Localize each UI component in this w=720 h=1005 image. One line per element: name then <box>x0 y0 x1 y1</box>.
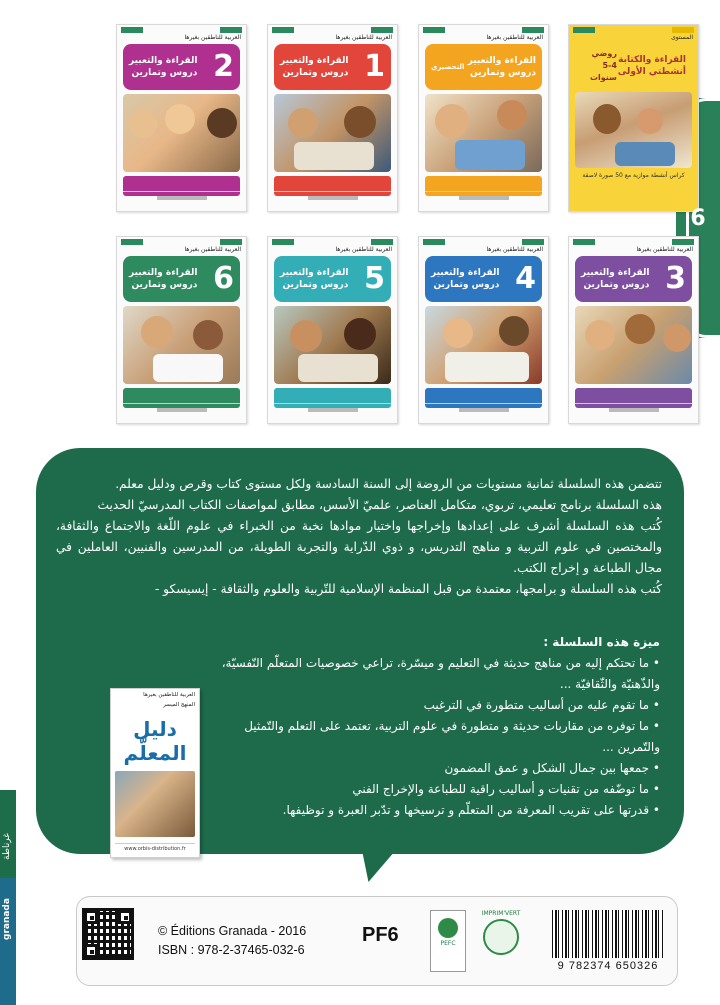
book-photo <box>123 306 240 384</box>
guide-footer: www.orbis-distribution.fr <box>115 843 195 852</box>
book-footer <box>425 191 542 205</box>
book-number: 5 <box>364 261 385 296</box>
description-paragraph: تتضمن هذه السلسلة ثمانية مستويات من الروضة إلى السنة السادسة ولكل مستوى كتاب وقرص ودليل معلم. <box>115 477 662 491</box>
leaf-icon <box>483 919 519 955</box>
qr-code-icon[interactable] <box>82 908 134 960</box>
book-footer <box>274 403 391 417</box>
teacher-guide-cover[interactable] <box>110 688 200 858</box>
book-banner <box>123 44 240 90</box>
barcode-number: 9 782374 650326 <box>557 960 659 972</box>
book-note: كراس أنشطة موازية مع 50 صورة لاصقة <box>582 172 685 179</box>
feature-item: • ما تقوم عليه من أساليب متطورة في الترغيب <box>210 695 660 716</box>
book-subtitle: دروس وتمارين <box>433 280 500 290</box>
barcode <box>552 910 664 958</box>
book-banner <box>575 256 692 302</box>
book-top-strip <box>569 237 698 245</box>
book-photo <box>425 94 542 172</box>
book-photo <box>575 306 692 384</box>
book-banner-titles <box>129 55 197 79</box>
features-section <box>210 632 660 821</box>
feature-item: • ما توضّفه من تقنيات و أساليب راقية للطباعة والإخراج الفني <box>210 779 660 800</box>
book-cover-preschool[interactable] <box>568 24 699 212</box>
book-series: العربية للناطقين بغيرها <box>636 246 693 253</box>
pefc-label: PEFC <box>440 940 456 947</box>
book-title: القراءة والتعبير <box>280 56 349 66</box>
book-banner-titles <box>468 55 536 79</box>
book-subtitle: دروس وتمارين <box>282 68 349 78</box>
book-footer <box>425 403 542 417</box>
book-series: العربية للناطقين بغيرها <box>335 34 392 41</box>
copyright-block <box>158 922 306 960</box>
features-list <box>210 653 660 821</box>
book-title: القراءة والتعبير <box>280 268 349 278</box>
book-number: 1 <box>364 49 385 84</box>
book-cover-level-3[interactable] <box>568 236 699 424</box>
book-title: القراءة والكتابة أنشطتي الأولى <box>617 55 686 77</box>
book-title: القراءة والتعبير <box>431 268 500 278</box>
level-number: 6 <box>690 205 706 231</box>
description-paragraph: كُتب هذه السلسلة أشرف على إعدادها وإخراجها واختيار موادها نخبة من الخبراء في علوم اللّغة والاجتماع والثقافة، والمختصين في علوم التربية و مناهج التدريس، و ذوي الدّراية والتجربة الطويلة، من المدرسين والفنيين، العاملين في مجال الطباعة و إخراج الكتب. <box>56 519 662 575</box>
book-number: 2 <box>213 49 234 84</box>
book-cover-prep[interactable] <box>418 24 549 212</box>
book-photo <box>575 92 692 168</box>
book-tag: التحضيري <box>431 63 465 71</box>
series-description <box>56 474 662 600</box>
book-subtitle: دروس وتمارين <box>131 280 198 290</box>
book-banner <box>425 256 542 302</box>
spine-publisher-bar <box>0 878 16 1005</box>
book-title: القراءة والتعبير <box>467 56 536 66</box>
book-footer <box>123 191 240 205</box>
tree-icon <box>438 918 458 938</box>
book-subtitle: دروس وتمارين <box>583 280 650 290</box>
book-banner-titles <box>581 267 649 291</box>
book-banner <box>575 44 692 88</box>
book-series: العربية للناطقين بغيرها <box>184 34 241 41</box>
pefc-logo <box>430 910 466 972</box>
book-subtitle: دروس وتمارين <box>282 280 349 290</box>
feature-item: • جمعها بين جمال الشكل و عمق المضمون <box>210 758 660 779</box>
book-series: العربية للناطقين بغيرها <box>486 246 543 253</box>
book-subtitle: دروس وتمارين <box>131 68 198 78</box>
guide-title: دليل المعلّم <box>123 717 187 765</box>
book-footer <box>274 191 391 205</box>
description-paragraph: كُتب هذه السلسلة و برامجها، معتمدة من قبل المنظمة الإسلامية للتّربية والعلوم والثقافة - إيسيسكو - <box>154 582 662 596</box>
book-banner-titles <box>431 267 499 291</box>
book-series: العربية للناطقين بغيرها <box>184 246 241 253</box>
book-photo <box>123 94 240 172</box>
book-footer <box>575 403 692 417</box>
feature-item: • قدرتها على تقريب المعرفة من المتعلّم و ترسيخها و تدّبر العبرة و توظيفها. <box>210 800 660 821</box>
book-number: 3 <box>665 261 686 296</box>
book-banner <box>274 256 391 302</box>
book-banner-titles <box>280 267 348 291</box>
book-top-strip <box>569 25 698 33</box>
imprimvert-logo <box>478 910 524 970</box>
book-subtitle: روضي 4-5 سنوات <box>589 49 617 82</box>
book-top-strip <box>117 25 246 33</box>
product-code: PF6 <box>362 924 399 946</box>
book-top-strip <box>419 237 548 245</box>
book-banner <box>123 256 240 302</box>
guide-series: العربية للناطقين بغيرها <box>143 692 195 698</box>
book-title: القراءة والتعبير <box>129 56 198 66</box>
book-top-strip <box>268 237 397 245</box>
guide-series-sub: المنهج الميسر <box>163 702 195 708</box>
book-banner-titles <box>129 267 197 291</box>
book-series: العربية للناطقين بغيرها <box>486 34 543 41</box>
feature-item: • ما توفره من مقاربات حديثة و متطورة في علوم التربية، تعتمد على التعلم والتّمثيل والتّمرين ... <box>210 716 660 758</box>
feature-item: • ما تحتكم إليه من مناهج حديثة في التعليم و ميسّرة، تراعي خصوصيات المتعلّم النّفسيّة، والذّهنيّة والثّقافيّة ... <box>210 653 660 695</box>
imprim-label: IMPRIM'VERT <box>481 910 521 917</box>
book-banner-titles <box>280 55 348 79</box>
book-cover-level-5[interactable] <box>267 236 398 424</box>
book-top-strip <box>117 237 246 245</box>
spine-arabic: غرناطة <box>2 833 12 860</box>
book-cover-level-4[interactable] <box>418 236 549 424</box>
book-number: 4 <box>515 261 536 296</box>
book-level-word: المستوى <box>671 34 693 41</box>
book-cover-level-6[interactable] <box>116 236 247 424</box>
description-paragraph: هذه السلسلة برنامج تعليمي، تربوي، متكامل العناصر، علميّ الأسس، مطابق لمواصفات الكتاب المدرسيّ الحديث <box>97 498 662 512</box>
book-title: القراءة والتعبير <box>129 268 198 278</box>
book-cover-level-2[interactable] <box>116 24 247 212</box>
book-cover-level-1[interactable] <box>267 24 398 212</box>
book-subtitle: دروس وتمارين <box>470 68 536 78</box>
book-series: العربية للناطقين بغيرها <box>335 246 392 253</box>
copyright-text: © Éditions Granada - 2016 <box>158 924 307 938</box>
guide-photo <box>115 771 195 837</box>
spine-publisher <box>2 928 12 940</box>
book-banner <box>274 44 391 90</box>
book-photo <box>425 306 542 384</box>
book-photo <box>274 94 391 172</box>
book-number: 6 <box>213 261 234 296</box>
book-footer <box>123 403 240 417</box>
book-top-strip <box>419 25 548 33</box>
isbn-text: ISBN : 978-2-37465-032-6 <box>158 943 305 957</box>
book-title: القراءة والتعبير <box>581 268 650 278</box>
book-photo <box>274 306 391 384</box>
features-title: ميزة هذه السلسلة : <box>543 635 660 649</box>
book-top-strip <box>268 25 397 33</box>
book-banner <box>425 44 542 90</box>
